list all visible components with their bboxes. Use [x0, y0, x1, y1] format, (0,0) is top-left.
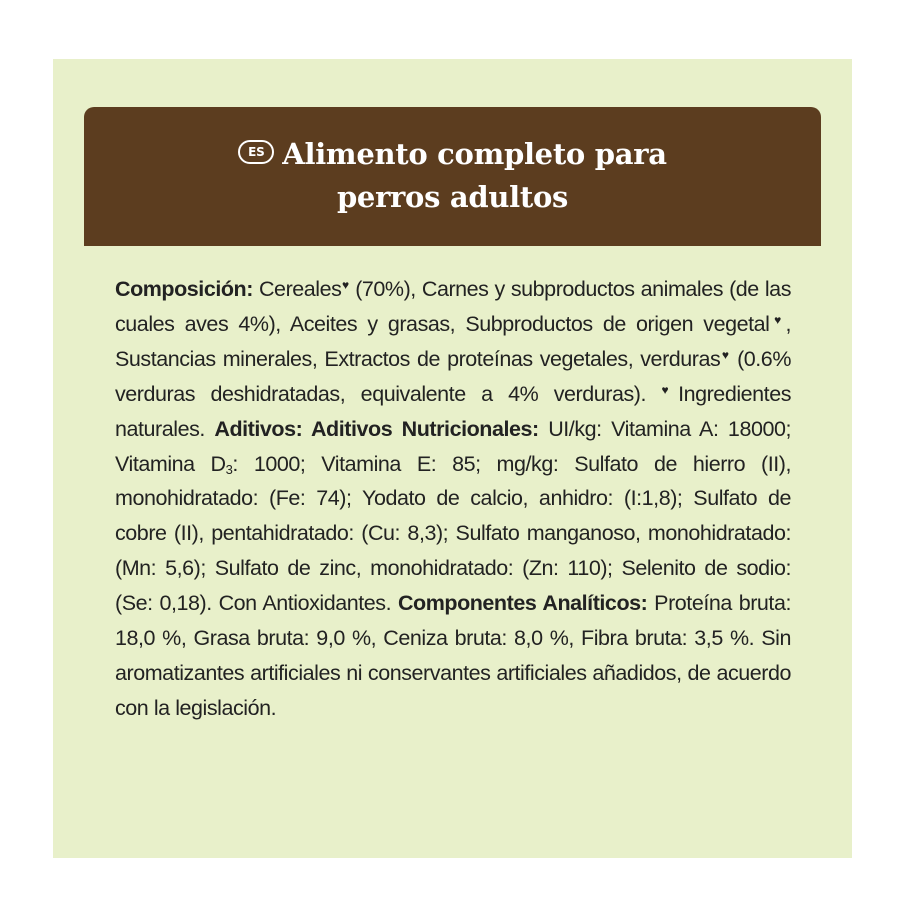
vitamin-d-subscript: 3 [225, 461, 233, 477]
language-badge: ES [238, 140, 274, 164]
label-panel [53, 59, 852, 858]
title-banner [84, 107, 821, 246]
additives-label: Aditivos: Aditivos Nutricionales: [214, 416, 539, 441]
heart-icon: ♥ [720, 347, 731, 362]
additives-text-2: : 1000; Vitamina E: 85; mg/kg: Sulfato de hierro (II), monohidratado: (Fe: 74); Yodato de calcio, anhidro: (I:1,8); Sulfato de cobre (II), pentahidratado: (Cu: 8,3); Sulfato manganoso, monohidratado: (Mn: 5,6); Sulfato de zinc, monohidratado: (Zn: 110); Selenito de sodio: (Se: 0,18). Con Antioxidantes. [115, 451, 792, 616]
heart-icon: ♥ [769, 312, 786, 327]
title-line-2: perros adultos [336, 180, 569, 214]
additives-text-1: UI/kg: Vitamina A: 18000; Vitamina D [115, 416, 791, 476]
composition-text-4: (0.6% verduras deshidratadas, equivalente a 4% verduras). [115, 346, 791, 406]
natural-ingredients-note: Ingredientes naturales. [115, 381, 791, 441]
title-text-1: Alimento completo para [282, 137, 667, 171]
composition-paragraph [115, 272, 791, 726]
composition-label: Composición: [115, 277, 253, 301]
analytical-label: Componentes Analíticos: [397, 591, 648, 616]
heart-icon: ♥ [341, 278, 350, 292]
analytical-text: Proteína bruta: 18,0 %, Grasa bruta: 9,0 %, Ceniza bruta: 8,0 %, Fibra bruta: 3,5 %. Sin aromatizantes artificiales ni conservantes artificiales añadidos, de acuerdo con la legislación. [115, 591, 791, 720]
composition-text-3: , Sustancias minerales, Extractos de proteínas vegetales, verduras [115, 311, 791, 371]
composition-text-1: Cereales [252, 277, 342, 301]
heart-icon: ♥ [661, 382, 679, 397]
composition-text-2: (70%), Carnes y subproductos animales (de las cuales aves 4%), Aceites y grasas, Subproductos de origen vegetal [115, 277, 791, 336]
title-line-1 [84, 133, 821, 176]
